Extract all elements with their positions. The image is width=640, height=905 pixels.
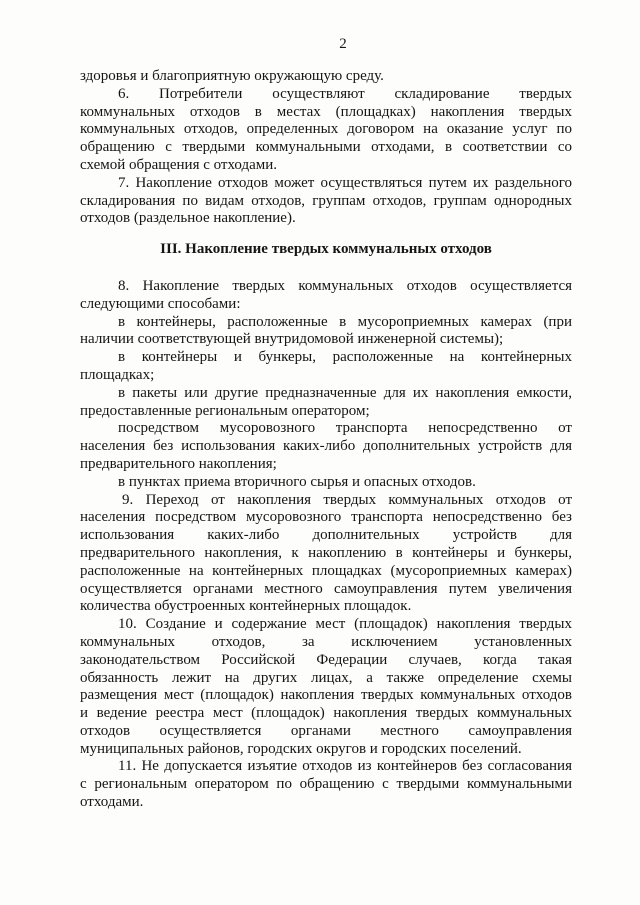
method-item-bags bbox=[80, 385, 572, 421]
paragraph-line: отходов осуществляется органами местного самоуправления bbox=[80, 722, 572, 739]
paragraph-continuation bbox=[80, 68, 572, 86]
paragraph-line: использования каких-либо дополнительных устройств для bbox=[80, 527, 572, 544]
paragraph-line: размещения мест (площадок) накопления твердых коммунальных отходов bbox=[80, 687, 572, 704]
paragraph-line: предварительного накопления; bbox=[80, 455, 277, 472]
paragraph-line: 8. Накопление твердых коммунальных отходов осуществляется bbox=[118, 277, 572, 294]
clause-10 bbox=[80, 616, 572, 758]
paragraph-line: и ведение реестра мест (площадок) накопления твердых коммунальных bbox=[80, 705, 572, 722]
paragraph-line: расположенные на контейнерных площадках (мусороприемных камерах) bbox=[80, 562, 572, 579]
clause-7 bbox=[80, 175, 572, 228]
paragraph-line: складирования по видам отходов, группам отходов, группам однородных bbox=[80, 192, 572, 209]
paragraph-line: законодательством Российской Федерации случаев, когда такая bbox=[80, 651, 572, 668]
clause-9 bbox=[80, 492, 572, 617]
paragraph-line: 6. Потребители осуществляют складирование твердых bbox=[118, 85, 572, 102]
paragraph-line: количества обустроенных контейнерных площадок. bbox=[80, 598, 412, 615]
paragraph-line: коммунальных отходов, определенных договором на оказание услуг по bbox=[80, 121, 572, 138]
paragraph-line: 9. Переход от накопления твердых коммунальных отходов от bbox=[122, 491, 572, 508]
paragraph-line: отходами. bbox=[80, 794, 144, 811]
paragraph-line: осуществляется органами местного самоуправления путем увеличения bbox=[80, 580, 572, 597]
section-heading: III. Накопление твердых коммунальных отходов bbox=[160, 241, 492, 258]
paragraph-line: схемой обращения с отходами. bbox=[80, 156, 278, 173]
paragraph-line: предоставленные региональным оператором; bbox=[80, 402, 370, 419]
method-item-garbage-trucks bbox=[80, 420, 572, 473]
paragraph-line: в контейнеры, расположенные в мусороприемных камерах (при bbox=[118, 313, 572, 330]
method-item-garbage-chambers bbox=[80, 314, 572, 350]
paragraph-line: 11. Не допускается изъятие отходов из контейнеров без согласования bbox=[118, 758, 572, 775]
paragraph-line: 7. Накопление отходов может осуществляться путем их раздельного bbox=[118, 174, 572, 191]
paragraph-line: площадках; bbox=[80, 366, 155, 383]
paragraph-line: населения посредством мусоровозного транспорта непосредственно без bbox=[80, 509, 572, 526]
clause-6 bbox=[80, 86, 572, 175]
page-number: 2 bbox=[339, 36, 347, 52]
paragraph-line: коммунальных отходов, за исключением установленных bbox=[80, 633, 572, 650]
paragraph-line: следующими способами: bbox=[80, 295, 241, 312]
clause-11 bbox=[80, 758, 572, 811]
paragraph-line: предварительного накопления, к накоплению в контейнеры и бункеры, bbox=[80, 544, 572, 561]
paragraph-line: обязанность лежит на других лицах, а также определение схемы bbox=[80, 669, 572, 686]
paragraph-line: 10. Создание и содержание мест (площадок) накопления твердых bbox=[118, 616, 572, 633]
paragraph-line: муниципальных районов, городских округов и городских поселений. bbox=[80, 740, 522, 757]
paragraph-line: здоровья и благоприятную окружающую среду. bbox=[80, 68, 384, 84]
method-item-container-sites bbox=[80, 349, 572, 385]
paragraph-line: с региональным оператором по обращению с твердыми коммунальными bbox=[80, 776, 572, 793]
paragraph-line: населения без использования каких-либо дополнительных устройств для bbox=[80, 438, 572, 455]
paragraph-line: обращению с твердыми коммунальными отходами, в соответствии со bbox=[80, 139, 572, 156]
paragraph-line: отходов (раздельное накопление). bbox=[80, 210, 296, 227]
document-body bbox=[80, 68, 572, 812]
paragraph-line: посредством мусоровозного транспорта непосредственно от bbox=[118, 420, 572, 437]
paragraph-line: в пакеты или другие предназначенные для их накопления емкости, bbox=[118, 384, 572, 401]
paragraph-line: в контейнеры и бункеры, расположенные на контейнерных bbox=[118, 349, 572, 366]
method-item-collection-points bbox=[80, 474, 572, 492]
paragraph-line: в пунктах приема вторичного сырья и опасных отходов. bbox=[118, 473, 476, 490]
paragraph-line: наличии соответствующей внутридомовой инженерной системы); bbox=[80, 331, 504, 348]
clause-8 bbox=[80, 278, 572, 314]
paragraph-line: коммунальных отходов в местах (площадках) накопления твердых bbox=[80, 103, 572, 120]
